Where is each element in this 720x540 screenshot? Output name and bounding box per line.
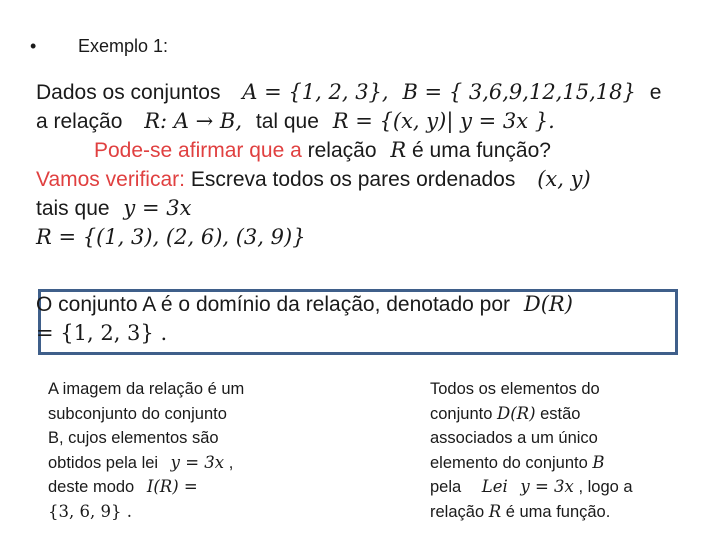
- note-line: B, cujos elementos são: [48, 429, 219, 447]
- statement-text: Dados os conjuntos: [36, 81, 221, 104]
- statement-text: Escreva todos os pares ordenados: [190, 168, 516, 191]
- note-line: elemento do conjunto B: [430, 452, 605, 472]
- note-line: A imagem da relação é um: [48, 380, 245, 398]
- question-highlight: Pode-se afirmar que a: [94, 139, 302, 162]
- domain-set: = {1, 2, 3} .: [36, 321, 168, 345]
- relation-symbol: R: [390, 138, 407, 162]
- domain-text: O conjunto A é o domínio da relação, denotado por: [36, 293, 511, 316]
- domain-statement: [36, 290, 573, 348]
- slide-heading: [30, 36, 168, 57]
- set-b-symbol: B: [592, 452, 605, 472]
- slide-title: Exemplo 1:: [78, 36, 169, 56]
- set-a-definition: A = {1, 2, 3},: [242, 80, 389, 104]
- note-line: subconjunto do conjunto: [48, 404, 227, 423]
- pairs-line: [36, 223, 676, 252]
- note-line: pela Lei y = 3x , logo a: [430, 477, 633, 496]
- statement-text: é uma função?: [412, 139, 551, 162]
- bullet-icon: •: [30, 36, 37, 56]
- law-equation: y = 3x: [520, 477, 574, 496]
- question-line: [36, 136, 676, 165]
- note-line: conjunto D(R) estão: [430, 403, 581, 423]
- statement-text: a relação: [36, 110, 123, 133]
- law-equation: y = 3x: [170, 452, 225, 472]
- image-symbol: I(R) =: [146, 477, 198, 496]
- relation-symbol: R: [488, 501, 502, 521]
- problem-statement: [36, 78, 676, 252]
- relation-definition: R = {(x, y)| y = 3x }.: [332, 109, 555, 133]
- statement-line-1: [36, 78, 676, 107]
- statement-text: relação: [307, 139, 377, 162]
- note-line: deste modo I(R) =: [48, 477, 198, 496]
- note-line: obtidos pela lei y = 3x ,: [48, 452, 234, 472]
- image-set: {3, 6, 9} .: [48, 501, 132, 521]
- note-line: [48, 500, 244, 525]
- statement-text: tais que: [36, 197, 110, 220]
- image-note: [48, 377, 244, 524]
- verify-line: [36, 165, 676, 194]
- tais-line: [36, 194, 676, 223]
- law-label: Lei: [481, 477, 508, 496]
- statement-line-2: [36, 107, 676, 136]
- statement-text: e: [649, 81, 662, 104]
- statement-text: tal que: [255, 110, 319, 133]
- relation-mapping: R: A → B,: [144, 109, 243, 133]
- note-line: associados a um único: [430, 429, 598, 447]
- relation-pairs: R = {(1, 3), (2, 6), (3, 9)}: [36, 225, 306, 249]
- ordered-pair: (x, y): [537, 167, 591, 191]
- function-note: [430, 377, 633, 524]
- domain-symbol: D(R): [496, 403, 536, 423]
- law-equation: y = 3x: [123, 196, 192, 220]
- domain-symbol: D(R): [523, 292, 573, 316]
- set-b-definition: B = { 3,6,9,12,15,18}: [402, 80, 636, 104]
- verify-highlight: Vamos verificar:: [36, 168, 185, 191]
- note-line: relação R é uma função.: [430, 501, 611, 521]
- note-line: Todos os elementos do: [430, 380, 600, 398]
